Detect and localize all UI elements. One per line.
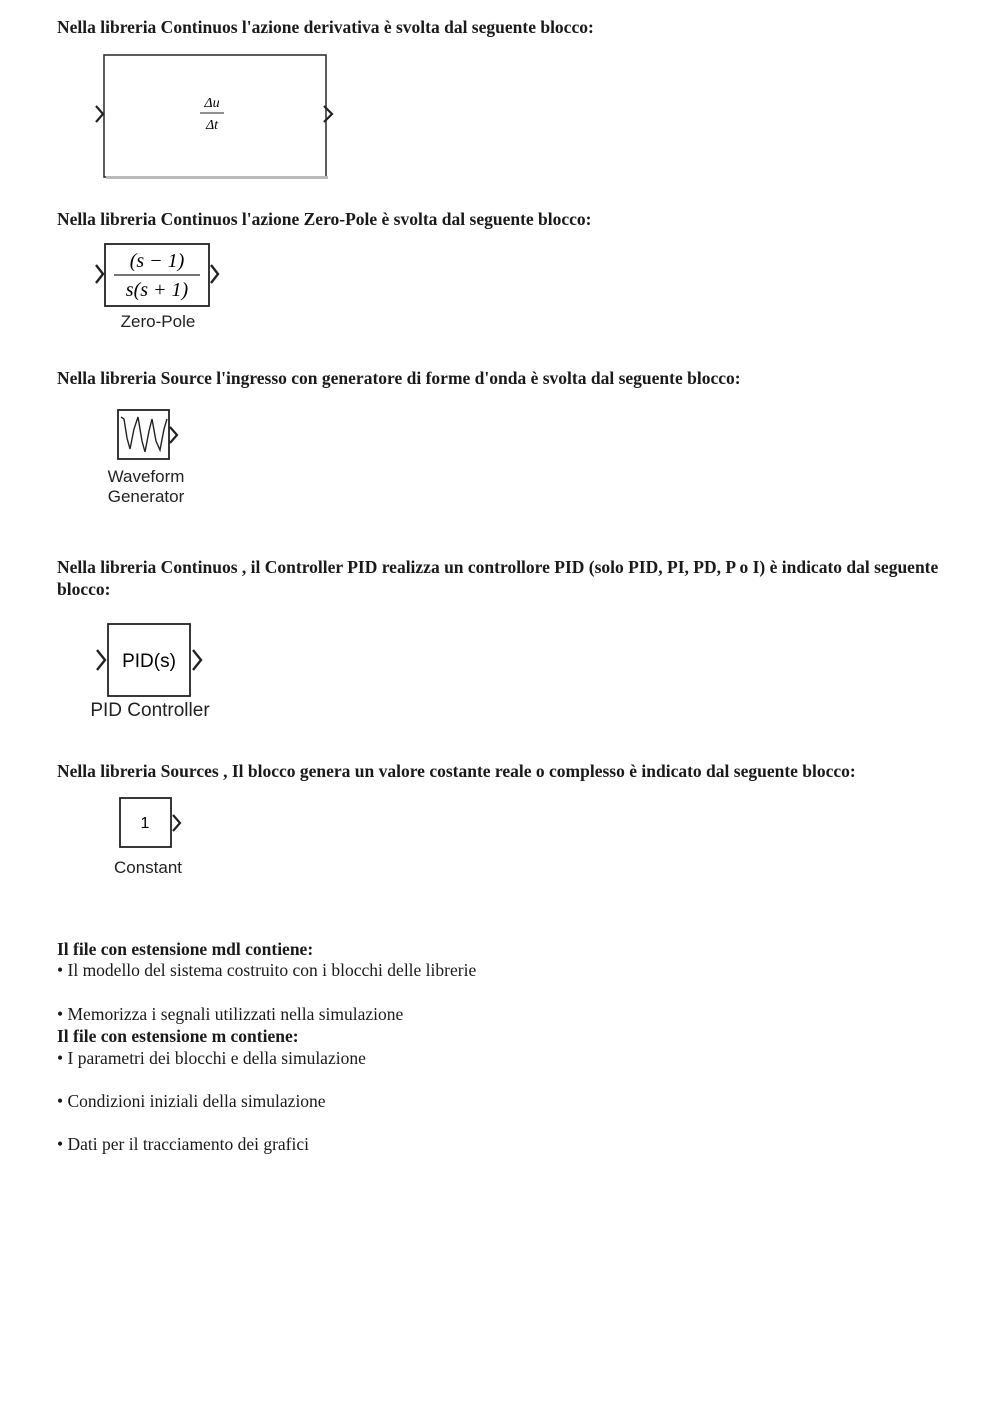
question-2: Nella libreria Continuos l'azione Zero-Pole è svolta dal seguente blocco: [57,209,592,229]
question-4: Nella libreria Continuos , il Controller PID realizza un controllore PID (solo PID, PI, PD, P o I) è indicato dal seguente blocco: [57,557,939,599]
constant-block [112,793,188,851]
waveform-label-line2: Generator [107,487,185,506]
m-item-1: • I parametri dei blocchi e della simulazione [57,1048,366,1068]
zero-pole-denominator: s(s + 1) [125,279,189,301]
pid-inner-label: PID(s) [122,651,176,672]
constant-inner-label: 1 [140,815,150,832]
m-item-3: • Dati per il tracciamento dei grafici [57,1134,309,1154]
derivative-numerator: Δu [204,96,220,111]
zero-pole-label: Zero-Pole [120,312,196,331]
m-heading: Il file con estensione m contiene: [57,1026,299,1046]
mdl-item-1: • Il modello del sistema costruito con i blocchi delle librerie [57,960,477,980]
zero-pole-numerator: (s − 1) [129,250,185,272]
m-item-2: • Condizioni iniziali della simulazione [57,1091,326,1111]
waveform-label [90,467,202,507]
pid-label: PID Controller [90,700,210,721]
question-5-clip [57,760,937,804]
question-3: Nella libreria Source l'ingresso con generatore di forme d'onda è svolta dal seguente blocco: [57,368,741,388]
question-5: Nella libreria Sources , Il blocco genera un valore costante reale o complesso è indicato dal seguente blocco: [57,761,856,781]
derivative-block [92,50,338,182]
constant-label: Constant [113,858,183,877]
mdl-heading: Il file con estensione mdl contiene: [57,939,314,959]
waveform-block [112,405,182,465]
pid-block [92,620,208,700]
zero-pole-block [92,240,224,310]
derivative-denominator: Δt [205,118,219,133]
waveform-label-line1: Waveform [107,467,185,486]
mdl-item-2: • Memorizza i segnali utilizzati nella simulazione [57,1004,404,1024]
question-1: Nella libreria Continuos l'azione derivativa è svolta dal seguente blocco: [57,17,594,37]
